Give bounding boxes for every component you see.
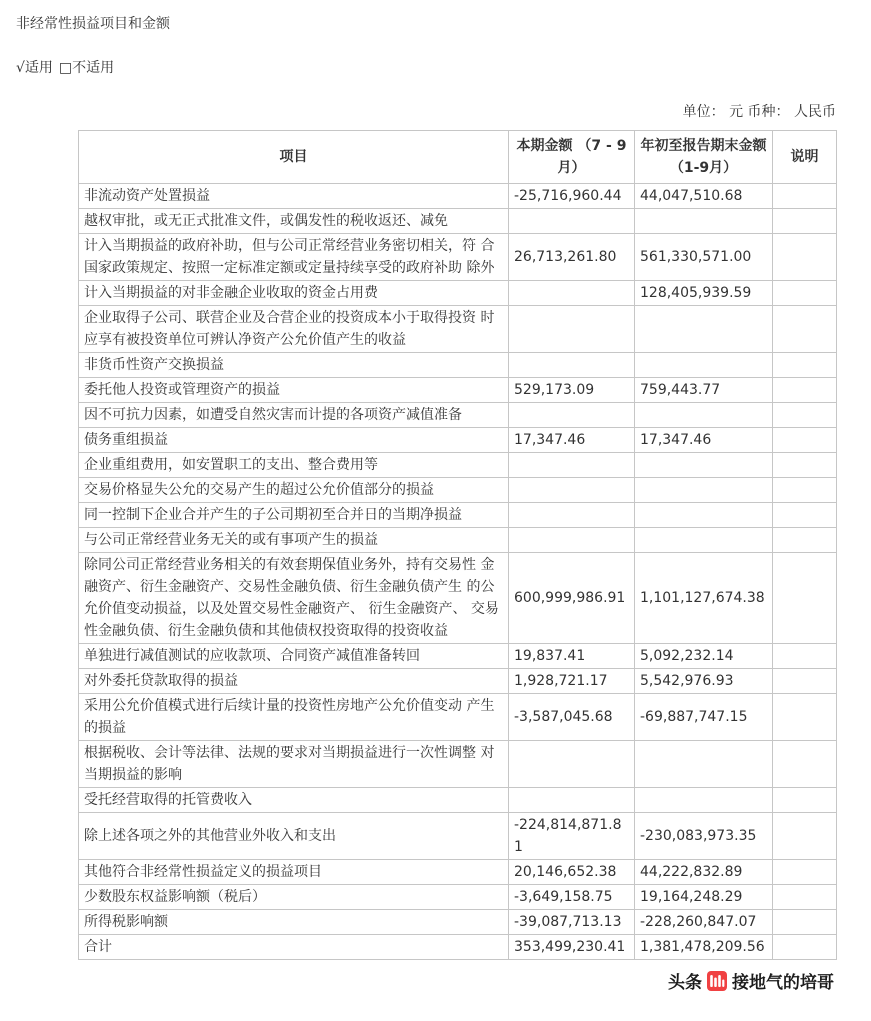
cell-ytd: 759,443.77 — [635, 378, 773, 403]
cell-note — [773, 813, 837, 860]
table-row — [79, 860, 837, 885]
cell-current — [509, 281, 635, 306]
cell-ytd: 1,381,478,209.56 — [635, 935, 773, 960]
cell-item: 少数股东权益影响额（税后） — [79, 885, 509, 910]
cell-note — [773, 234, 837, 281]
table-row — [79, 669, 837, 694]
table-row — [79, 378, 837, 403]
table-row — [79, 935, 837, 960]
table-header-row — [79, 131, 837, 184]
cell-ytd — [635, 403, 773, 428]
cell-ytd: 19,164,248.29 — [635, 885, 773, 910]
cell-ytd — [635, 209, 773, 234]
cell-current: -39,087,713.13 — [509, 910, 635, 935]
applicability-line — [16, 58, 836, 78]
unit-currency-note: 单位： 元 币种： 人民币 — [682, 104, 836, 120]
cell-ytd — [635, 306, 773, 353]
cell-ytd: 561,330,571.00 — [635, 234, 773, 281]
cell-note — [773, 428, 837, 453]
not-applicable-label: □不适用 — [58, 60, 115, 76]
watermark — [16, 968, 836, 993]
cell-ytd — [635, 453, 773, 478]
cell-ytd: -69,887,747.15 — [635, 694, 773, 741]
header-ytd-amount: 年初至报告期末金额（1-9月） — [635, 131, 773, 184]
header-item: 项目 — [79, 131, 509, 184]
cell-item: 企业重组费用，如安置职工的支出、整合费用等 — [79, 453, 509, 478]
table-row — [79, 910, 837, 935]
table-header — [79, 131, 837, 184]
cell-note — [773, 281, 837, 306]
cell-note — [773, 453, 837, 478]
cell-note — [773, 209, 837, 234]
cell-current: 529,173.09 — [509, 378, 635, 403]
cell-item: 采用公允价值模式进行后续计量的投资性房地产公允价值变动 产生的损益 — [79, 694, 509, 741]
table-row — [79, 528, 837, 553]
cell-item: 对外委托贷款取得的损益 — [79, 669, 509, 694]
cell-current: -25,716,960.44 — [509, 184, 635, 209]
cell-current: 17,347.46 — [509, 428, 635, 453]
cell-item: 越权审批，或无正式批准文件，或偶发性的税收返还、减免 — [79, 209, 509, 234]
cell-item: 非货币性资产交换损益 — [79, 353, 509, 378]
cell-note — [773, 669, 837, 694]
table-row — [79, 885, 837, 910]
cell-note — [773, 184, 837, 209]
cell-ytd: 128,405,939.59 — [635, 281, 773, 306]
cell-note — [773, 553, 837, 644]
cell-current — [509, 788, 635, 813]
table-row — [79, 478, 837, 503]
cell-current — [509, 741, 635, 788]
cell-current — [509, 209, 635, 234]
cell-current: 26,713,261.80 — [509, 234, 635, 281]
cell-note — [773, 935, 837, 960]
watermark-handle: 接地气的培哥 — [732, 973, 834, 993]
cell-note — [773, 910, 837, 935]
cell-note — [773, 741, 837, 788]
table-row — [79, 403, 837, 428]
page-title: 非经常性损益项目和金额 — [16, 16, 170, 32]
table-row — [79, 553, 837, 644]
cell-item: 合计 — [79, 935, 509, 960]
cell-note — [773, 478, 837, 503]
cell-note — [773, 403, 837, 428]
cell-ytd: 44,047,510.68 — [635, 184, 773, 209]
cell-current: 353,499,230.41 — [509, 935, 635, 960]
cell-ytd: 5,092,232.14 — [635, 644, 773, 669]
table-row — [79, 209, 837, 234]
table-row — [79, 306, 837, 353]
cell-current — [509, 453, 635, 478]
table-row — [79, 281, 837, 306]
cell-item: 委托他人投资或管理资产的损益 — [79, 378, 509, 403]
cell-item: 因不可抗力因素，如遭受自然灾害而计提的各项资产减值准备 — [79, 403, 509, 428]
cell-note — [773, 885, 837, 910]
cell-item: 计入当期损益的政府补助，但与公司正常经营业务密切相关，符 合国家政策规定、按照一定标准定额或定量持续享受的政府补助 除外 — [79, 234, 509, 281]
table-row — [79, 184, 837, 209]
table-row — [79, 234, 837, 281]
cell-ytd — [635, 741, 773, 788]
cell-current — [509, 503, 635, 528]
applicable-checked-label: √适用 — [16, 60, 53, 76]
cell-current — [509, 478, 635, 503]
cell-item: 非流动资产处置损益 — [79, 184, 509, 209]
cell-ytd — [635, 353, 773, 378]
non-recurring-items-table — [78, 130, 837, 960]
table-row — [79, 353, 837, 378]
table-row — [79, 788, 837, 813]
cell-ytd: 44,222,832.89 — [635, 860, 773, 885]
cell-ytd — [635, 478, 773, 503]
cell-item: 除上述各项之外的其他营业外收入和支出 — [79, 813, 509, 860]
cell-current — [509, 528, 635, 553]
header-note: 说明 — [773, 131, 837, 184]
cell-current: -3,649,158.75 — [509, 885, 635, 910]
cell-current: -224,814,871.81 — [509, 813, 635, 860]
table-body — [79, 184, 837, 960]
cell-ytd: -228,260,847.07 — [635, 910, 773, 935]
table-row — [79, 453, 837, 478]
cell-current — [509, 353, 635, 378]
cell-current: 1,928,721.17 — [509, 669, 635, 694]
cell-item: 单独进行减值测试的应收款项、合同资产减值准备转回 — [79, 644, 509, 669]
cell-note — [773, 306, 837, 353]
cell-ytd — [635, 788, 773, 813]
table-row — [79, 428, 837, 453]
cell-item: 交易价格显失公允的交易产生的超过公允价值部分的损益 — [79, 478, 509, 503]
cell-note — [773, 788, 837, 813]
cell-current: 600,999,986.91 — [509, 553, 635, 644]
cell-item: 根据税收、会计等法律、法规的要求对当期损益进行一次性调整 对当期损益的影响 — [79, 741, 509, 788]
cell-note — [773, 694, 837, 741]
cell-ytd — [635, 528, 773, 553]
cell-item: 同一控制下企业合并产生的子公司期初至合并日的当期净损益 — [79, 503, 509, 528]
cell-item: 所得税影响额 — [79, 910, 509, 935]
table-row — [79, 813, 837, 860]
watermark-prefix: 头条 — [668, 973, 702, 993]
cell-current: 19,837.41 — [509, 644, 635, 669]
cell-note — [773, 378, 837, 403]
cell-item: 受托经营取得的托管费收入 — [79, 788, 509, 813]
cell-item: 其他符合非经常性损益定义的损益项目 — [79, 860, 509, 885]
table-row — [79, 503, 837, 528]
toutiao-logo-icon — [707, 971, 727, 991]
table-row — [79, 644, 837, 669]
cell-note — [773, 503, 837, 528]
cell-current: -3,587,045.68 — [509, 694, 635, 741]
table-row — [79, 741, 837, 788]
header-current-period: 本期金额 （7 - 9 月） — [509, 131, 635, 184]
cell-ytd: 5,542,976.93 — [635, 669, 773, 694]
cell-current: 20,146,652.38 — [509, 860, 635, 885]
cell-item: 与公司正常经营业务无关的或有事项产生的损益 — [79, 528, 509, 553]
cell-note — [773, 644, 837, 669]
cell-item: 计入当期损益的对非金融企业收取的资金占用费 — [79, 281, 509, 306]
cell-note — [773, 353, 837, 378]
cell-note — [773, 860, 837, 885]
cell-ytd: 17,347.46 — [635, 428, 773, 453]
cell-current — [509, 306, 635, 353]
table-row — [79, 694, 837, 741]
cell-note — [773, 528, 837, 553]
cell-ytd: 1,101,127,674.38 — [635, 553, 773, 644]
cell-current — [509, 403, 635, 428]
cell-item: 债务重组损益 — [79, 428, 509, 453]
cell-item: 除同公司正常经营业务相关的有效套期保值业务外，持有交易性 金融资产、衍生金融资产、交易性金融负债、衍生金融负债产生 的公允价值变动损益，以及处置交易性金融资产、 衍生金融资产、 交易性金融负债、衍生金融负债和其他债权投资取得的投资收益 — [79, 553, 509, 644]
cell-ytd — [635, 503, 773, 528]
cell-item: 企业取得子公司、联营企业及合营企业的投资成本小于取得投资 时应享有被投资单位可辨认净资产公允价值产生的收益 — [79, 306, 509, 353]
cell-ytd: -230,083,973.35 — [635, 813, 773, 860]
